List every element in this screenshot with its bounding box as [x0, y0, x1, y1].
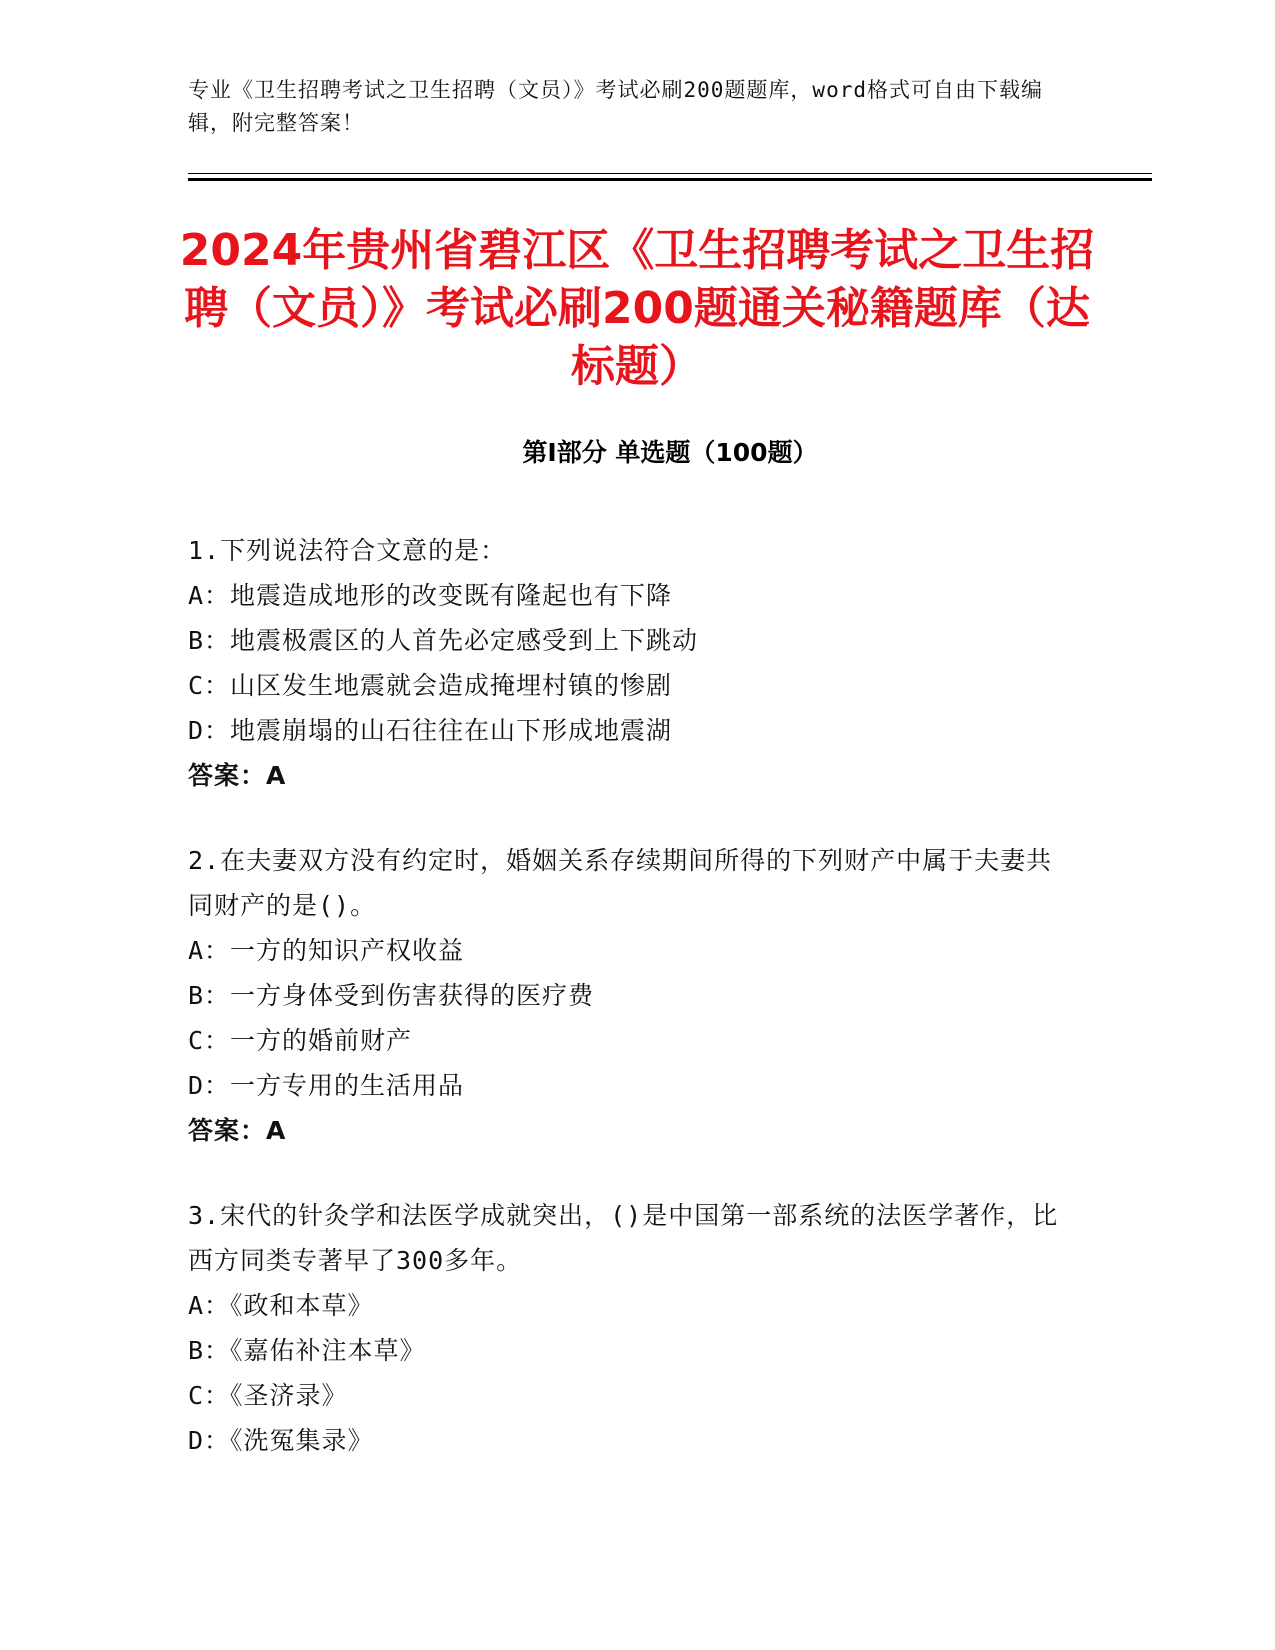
option-c: C：一方的婚前财产: [188, 1026, 413, 1055]
option-a: A：《政和本草》: [188, 1291, 374, 1320]
document-title: 2024年贵州省碧江区《卫生招聘考试之卫生招聘（文员）》考试必刷200题通关秘籍题库（达标题）: [179, 225, 1095, 392]
question-stem: 1.下列说法符合文意的是：: [188, 536, 507, 565]
question-1: [188, 528, 1068, 798]
section-heading: 第I部分 单选题（100题）: [522, 438, 818, 467]
intro-text: 专业《卫生招聘考试之卫生招聘（文员）》考试必刷200题题库，word格式可自由下载编辑，附完整答案！: [188, 78, 1043, 135]
option-b: B：《嘉佑补注本草》: [188, 1336, 426, 1365]
answer-label: 答案：A: [188, 761, 287, 790]
answer-label: 答案：A: [188, 1116, 287, 1145]
option-c: C：《圣济录》: [188, 1381, 348, 1410]
option-b: B：一方身体受到伤害获得的医疗费: [188, 981, 595, 1010]
option-b: B：地震极震区的人首先必定感受到上下跳动: [188, 626, 699, 655]
header-divider-thin: [188, 173, 1152, 174]
option-d: D：地震崩塌的山石往往在山下形成地震湖: [188, 716, 673, 745]
option-c: C：山区发生地震就会造成掩埋村镇的惨剧: [188, 671, 673, 700]
option-d: D：一方专用的生活用品: [188, 1071, 465, 1100]
option-a: A：一方的知识产权收益: [188, 936, 465, 965]
option-d: D：《洗冤集录》: [188, 1426, 374, 1455]
question-stem: 2.在夫妻双方没有约定时，婚姻关系存续期间所得的下列财产中属于夫妻共同财产的是()。: [188, 846, 1053, 920]
question-list: [188, 528, 1068, 1503]
question-2: [188, 838, 1068, 1153]
question-stem: 3.宋代的针灸学和法医学成就突出，()是中国第一部系统的法医学著作，比西方同类专著早了300多年。: [188, 1201, 1059, 1275]
header-divider-thick: [188, 178, 1152, 181]
option-a: A：地震造成地形的改变既有隆起也有下降: [188, 581, 673, 610]
question-3: [188, 1193, 1068, 1463]
